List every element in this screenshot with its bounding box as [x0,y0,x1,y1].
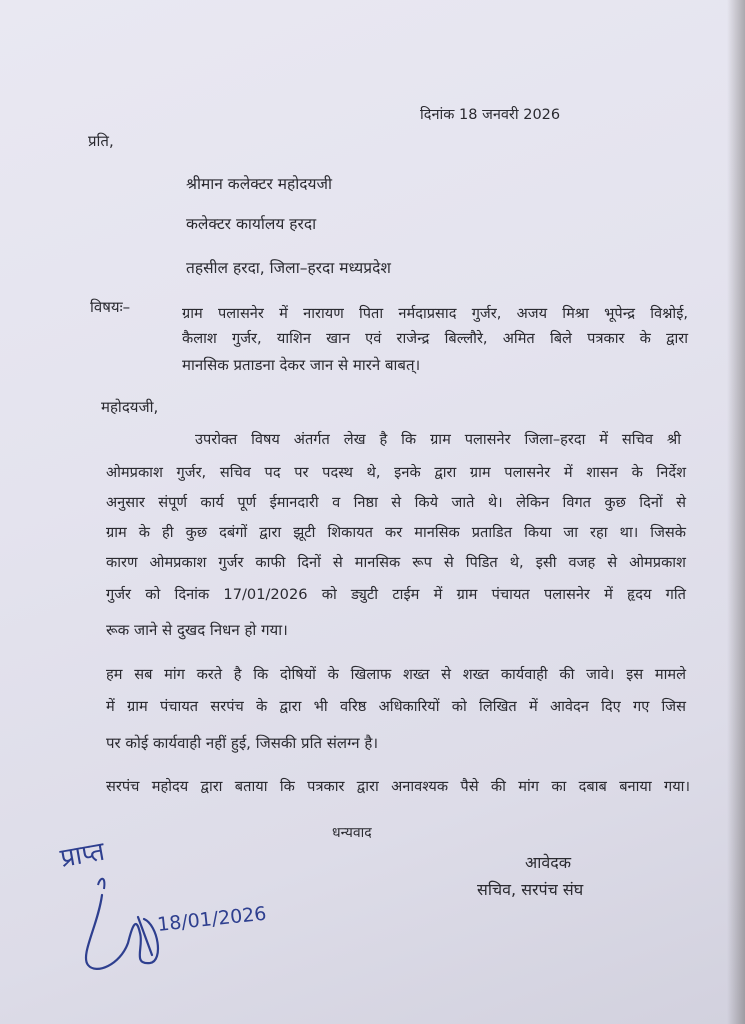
signature-stroke [98,879,104,889]
received-word: प्राप्त [58,836,107,874]
body-para1-line-5: कारण ओमप्रकाश गुर्जर काफी दिनों से मानसिक रूप से पिडित थे, इसी वजह से ओमप्रकाश [106,554,686,571]
received-stamp-signature [40,815,280,990]
recipient-line-2: कलेक्टर कार्यालय हरदा [186,215,317,233]
addressee-to: प्रति, [88,132,114,150]
subject-label: विषयः– [90,298,131,316]
body-para1-line-6: गुर्जर को दिनांक 17/01/2026 को ड्युटी टाईम में ग्राम पंचायत पलासनेर में हृदय गति [106,586,686,603]
signature-scribble [86,895,158,969]
body-para2-line-1: हम सब मांग करते है कि दोषियों के खिलाफ शख्त से शख्त कार्यवाही की जावे। इस मामले [106,666,686,683]
body-para3: सरपंच महोदय द्वारा बताया कि पत्रकार द्वारा अनावश्यक पैसे की मांग का दबाब बनाया गया। [106,778,690,795]
body-para1-line-4: ग्राम के ही कुछ दबंगों द्वारा झूटी शिकायत कर मानसिक प्रताडित किया जा रहा था। जिसके [106,524,686,541]
body-para1-line-3: अनुसार संपूर्ण कार्य पूर्ण ईमानदारी व निष्ठा से किये जाते थे। लेकिन विगत कुछ दिनों से [106,494,686,511]
applicant-designation: सचिव, सरपंच संघ [477,880,584,899]
body-para1-line-2: ओमप्रकाश गुर्जर, सचिव पद पर पदस्थ थे, इनके द्वारा ग्राम पलासनेर में शासन के निर्देश [106,464,686,481]
body-para1-line-7: रूक जाने से दुखद निधन हो गया। [106,621,288,639]
body-para2-line-3: पर कोई कार्यवाही नहीं हुई, जिसकी प्रति संलग्न है। [106,734,379,752]
received-date: 18/01/2026 [156,902,268,936]
salutation: महोदयजी, [101,398,159,416]
body-para1-line-1: उपरोक्त विषय अंतर्गत लेख है कि ग्राम पलासनेर जिला–हरदा में सचिव श्री [195,431,681,448]
subject-line-3: मानसिक प्रताडना देकर जान से मारने बाबत्। [182,356,421,374]
subject-line-1: ग्राम पलासनेर में नारायण पिता नर्मदाप्रसाद गुर्जर, अजय मिश्रा भूपेन्द्र विश्नोई, [182,305,688,322]
letter-date: दिनांक 18 जनवरी 2026 [420,107,561,123]
recipient-line-1: श्रीमान कलेक्टर महोदयजी [186,175,332,193]
subject-line-2: कैलाश गुर्जर, याशिन खान एवं राजेन्द्र बिल्लौरे, अमित बिले पत्रकार के द्वारा [182,330,688,347]
applicant-label: आवेदक [525,853,572,872]
page-edge-shadow [727,0,745,1024]
recipient-line-3: तहसील हरदा, जिला–हरदा मध्यप्रदेश [186,259,391,277]
body-para2-line-2: में ग्राम पंचायत सरपंच के द्वारा भी वरिष्ठ अधिकारियों को लिखित में आवेदन दिए गए जिस [106,698,686,715]
closing-thanks: धन्यवाद [332,825,372,841]
